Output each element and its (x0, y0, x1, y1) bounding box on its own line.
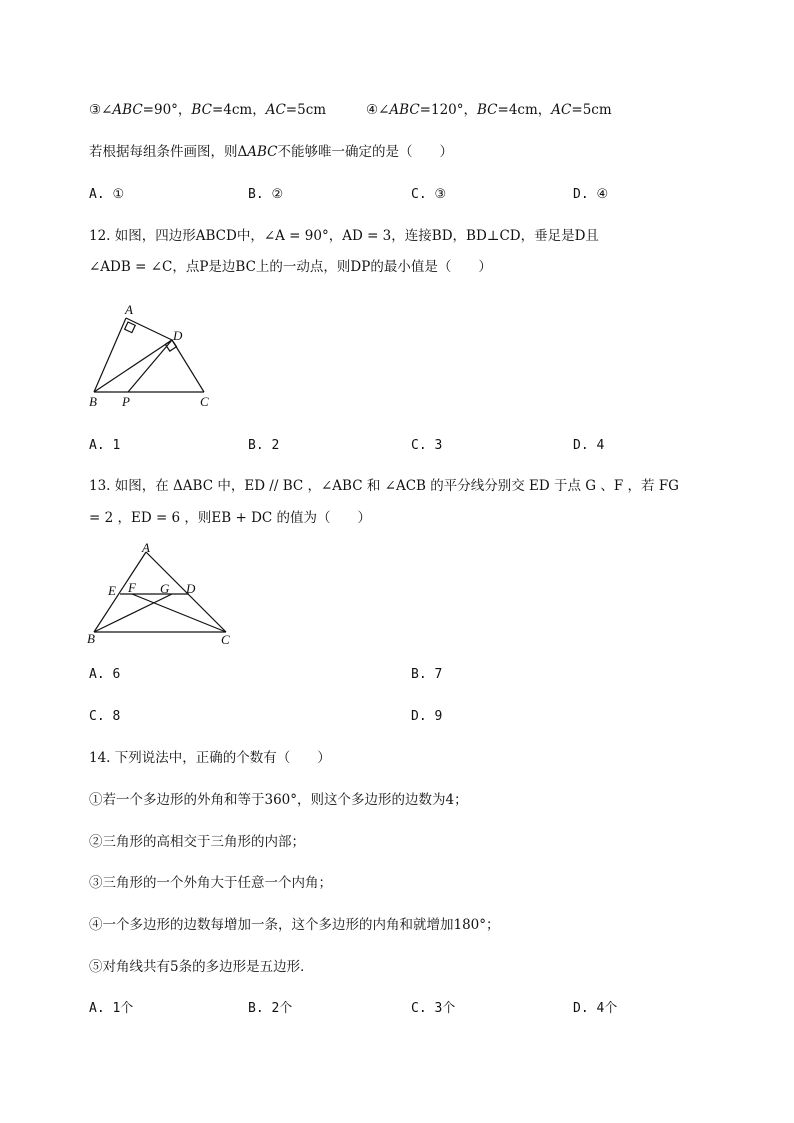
q14-statement-2: ②三角形的高相交于三角形的内部； (89, 834, 305, 850)
q11-cond3-abc: ABC (112, 102, 143, 118)
q12-option-d[interactable]: D. 4 (573, 438, 605, 453)
q11-cond4-bc-value: =4cm， (497, 102, 552, 118)
q13-label-f: F (128, 580, 136, 595)
q13-stem-line-2: = 2 ，ED = 6 ，则EB + DC 的值为（ ） (89, 510, 372, 526)
q12-edge-pd (128, 340, 172, 392)
q12-edge-ad (126, 318, 172, 340)
q13-label-a: A (142, 540, 150, 555)
q14-option-c[interactable]: C. 3个 (411, 1001, 456, 1016)
q13-option-b[interactable]: B. 7 (411, 667, 443, 682)
q11-cond3-bc-value: =4cm， (211, 102, 266, 118)
q12-right-angle-a (125, 322, 136, 333)
q14-option-a[interactable]: A. 1个 (89, 1001, 134, 1016)
q11-cond4-bc: BC (477, 102, 498, 118)
q13-label-c: C (221, 632, 230, 647)
q11-cond3-angle: =90°， (142, 102, 192, 118)
q13-option-d[interactable]: D. 9 (411, 709, 443, 724)
q11-stem-abc: ABC (247, 144, 278, 160)
q11-cond4-abc: ABC (389, 102, 420, 118)
q11-cond4-ac-value: =5cm (571, 102, 612, 118)
q11-cond4-prefix: ④∠ (366, 102, 390, 118)
q11-option-a[interactable]: A. ① (89, 187, 125, 202)
q14-statement-5: ⑤对角线共有5条的多边形是五边形． (89, 959, 314, 975)
q13-bisector-c (132, 594, 226, 632)
q12-option-c[interactable]: C. 3 (411, 438, 443, 453)
q11-option-d[interactable]: D. ④ (573, 187, 609, 202)
q11-cond3-ac: AC (265, 102, 286, 118)
q14-statement-4: ④一个多边形的边数每增加一条，这个多边形的内角和就增加180°； (89, 917, 500, 933)
q12-label-d: D (173, 328, 183, 343)
q12-figure (84, 300, 224, 412)
q13-label-d: D (186, 581, 196, 596)
q11-cond3-ac-value: =5cm (285, 102, 327, 118)
q12-label-p: P (122, 394, 130, 409)
q11-cond3-prefix: ③∠ (89, 102, 113, 118)
q12-label-a: A (125, 302, 133, 317)
q13-option-c[interactable]: C. 8 (89, 709, 121, 724)
q14-statement-3: ③三角形的一个外角大于任意一个内角； (89, 875, 332, 891)
q11-cond4-ac: AC (551, 102, 572, 118)
q13-option-a[interactable]: A. 6 (89, 667, 121, 682)
q14-statement-1: ①若一个多边形的外角和等于360°，则这个多边形的边数为4； (89, 792, 468, 808)
q11-option-b[interactable]: B. ② (248, 187, 284, 202)
q12-option-a[interactable]: A. 1 (89, 438, 121, 453)
q12-stem-line-1: 12. 如图，四边形ABCD中，∠A = 90°，AD = 3，连接BD，BD⊥CD，垂足是D且 (89, 228, 599, 244)
q11-stem-part-a: 若根据每组条件画图，则Δ (89, 144, 248, 160)
q14-stem: 14. 下列说法中，正确的个数有（ ） (89, 750, 331, 766)
q13-figure (84, 540, 244, 650)
q11-condition-4 (366, 101, 612, 119)
q13-stem-line-1: 13. 如图，在 ΔABC 中，ED // BC ，∠ABC 和 ∠ACB 的平分线分别交 ED 于点 G 、F ，若 FG (89, 478, 679, 494)
q13-label-g: G (160, 581, 170, 596)
q12-label-b: B (89, 394, 97, 409)
q12-label-c: C (200, 394, 209, 409)
q14-option-b[interactable]: B. 2个 (248, 1001, 293, 1016)
q12-option-b[interactable]: B. 2 (248, 438, 280, 453)
q13-label-e: E (108, 583, 116, 598)
q11-cond3-bc: BC (191, 102, 212, 118)
q11-option-c[interactable]: C. ③ (411, 187, 447, 202)
q12-edge-dc (172, 340, 204, 392)
q13-label-b: B (87, 631, 95, 646)
q11-cond4-angle: =120°， (419, 102, 478, 118)
q11-stem (89, 143, 453, 161)
q11-stem-part-b: 不能够唯一确定的是（ ） (277, 144, 453, 160)
q14-option-d[interactable]: D. 4个 (573, 1001, 618, 1016)
q12-stem-line-2: ∠ADB = ∠C，点P是边BC上的一动点，则DP的最小值是（ ） (89, 259, 492, 275)
q11-condition-3 (89, 101, 326, 119)
